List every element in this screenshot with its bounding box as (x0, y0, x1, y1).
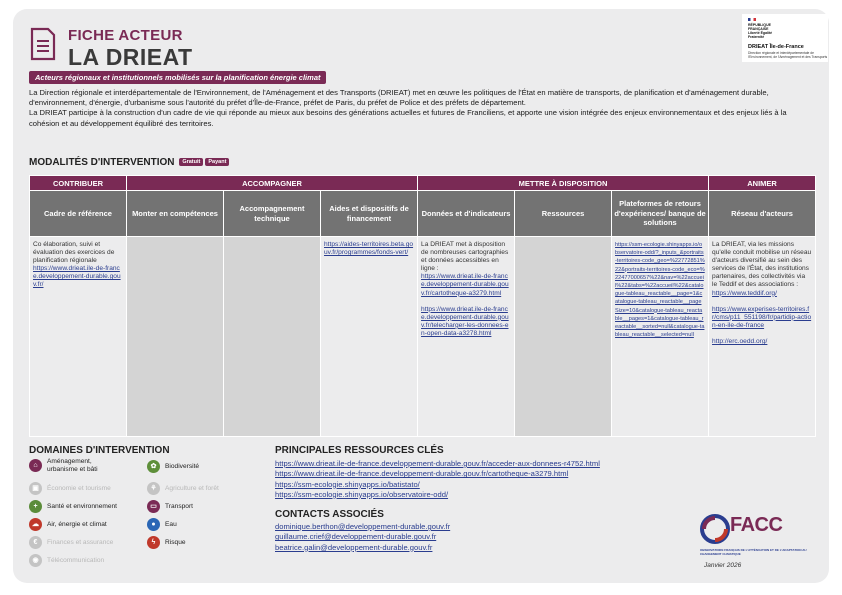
reseau-text: La DRIEAT, via les missions qu'elle conduit mobilise un réseau d'acteurs diversifié au sein des services de l'État, des institutions partenaires, des collectivités via le Teddif et des associations : (712, 241, 812, 289)
reseau-link-erc[interactable]: http://erc.oedd.org/ (712, 337, 768, 345)
domain-eau: ● Eau (147, 518, 177, 531)
col-reseau-acteurs: Réseau d'acteurs (709, 191, 816, 237)
antenna-icon: ◉ (29, 554, 42, 567)
plateformes-link[interactable]: https://ssm-ecologie.shinyapps.io/observatoire-odd/?_inputs_&portraits-territoires-code_geo=%22772851%22&portraits-territoires-code_eco=%22477000657%22&nav=%22accueil%22&tabs=%22accueil%22&catalogue-tableau_reactable__page=1&catalogue-tableau_reactable__pageSize=10&catalogue-tableau_reactable__pages=1&catalogue-tableau_reactable__sorted=null&catalogue-tableau_reactable__selected=null (615, 242, 705, 339)
bus-icon: ▭ (147, 500, 160, 513)
domain-sante: + Santé et environnement (29, 500, 117, 513)
drop-icon: ● (147, 518, 160, 531)
contacts-list (275, 522, 450, 553)
group-accompagner: ACCOMPAGNER (127, 176, 418, 191)
publication-date: Janvier 2026 (704, 562, 742, 569)
cell-accompagnement-technique (224, 237, 321, 437)
domain-risque: ϟ Risque (147, 536, 186, 549)
col-aides-financement: Aides et dispositifs de financement (321, 191, 418, 237)
euro-icon: € (29, 536, 42, 549)
prefecture-logo (742, 14, 828, 62)
house-icon: ⌂ (29, 459, 42, 472)
cell-monter-competences (127, 237, 224, 437)
tag-gratuit: Gratuit (179, 158, 203, 166)
col-plateformes: Plateformes de retours d'expériences/ banque de solutions (612, 191, 709, 237)
col-accompagnement-technique: Accompagnement technique (224, 191, 321, 237)
domain-amenagement: ⌂ Aménagement, urbanisme et bâti (29, 458, 117, 473)
cloud-icon: ☁ (29, 518, 42, 531)
contact-email-berthon[interactable]: dominique.berthon@developpement-durable.gouv.fr (275, 522, 451, 531)
ofacc-globe-icon (700, 514, 730, 544)
cell-reseau-acteurs (709, 237, 816, 437)
col-cadre-reference: Cadre de référence (30, 191, 127, 237)
contacts-title: CONTACTS ASSOCIÉS (275, 509, 384, 520)
ofacc-wordmark: FACC (730, 514, 783, 536)
col-ressources: Ressources (515, 191, 612, 237)
ressource-link-batistato[interactable]: https://ssm-ecologie.shinyapps.io/batistato/ (275, 479, 420, 489)
tag-payant: Payant (205, 158, 229, 166)
col-donnees-indicateurs: Données et d'indicateurs (418, 191, 515, 237)
cell-cadre-reference (30, 237, 127, 437)
domain-air-energie-climat: ☁ Air, énergie et climat (29, 518, 107, 531)
cell-ressources (515, 237, 612, 437)
ressources-title: PRINCIPALES RESSOURCES CLÉS (275, 445, 444, 456)
republique-label: RÉPUBLIQUE FRANÇAISE Liberté Égalité Fraternité (748, 23, 773, 39)
intro-text (29, 88, 789, 129)
cadre-text: Co élaboration, suivi et évaluation des exercices de planification régionale (33, 241, 115, 265)
aides-link[interactable]: https://aides-territoires.beta.gouv.fr/programmes/fonds-vert/ (324, 241, 414, 257)
intro-paragraph-1: La Direction régionale et interdépartementale de l'Environnement, de l'Aménagement et des Transports (DRIEAT) met en œuvre les politiques de l'État en matière de transports, de planification et d'aménagement durable, d'environnement, d'énergie, d'urbanisme sous l'autorité du préfet d'Île-de-France, préfet de Paris, du préfet de Police et des préfets de département. (29, 88, 769, 108)
domain-finances: € Finances et assurance (29, 536, 113, 549)
cadre-link[interactable]: https://www.drieat.ile-de-france.developpement-durable.gouv.fr/ (33, 265, 121, 289)
contact-email-galin[interactable]: beatrice.galin@developpement-durable.gouv.fr (275, 542, 433, 552)
briefcase-icon: ▣ (29, 482, 42, 495)
ressource-link-donnees[interactable]: https://www.drieat.ile-de-france.developpement-durable.gouv.fr/acceder-aux-donnees-r4752.html (275, 459, 600, 468)
bolt-icon: ϟ (147, 536, 160, 549)
modalites-table (29, 175, 816, 437)
domain-economie: ▣ Économie et tourisme (29, 482, 111, 495)
marianne-flag-icon (748, 18, 756, 21)
domain-telecommunication: ◉ Télécommunication (29, 554, 104, 567)
ressource-link-observatoire[interactable]: https://ssm-ecologie.shinyapps.io/observatoire-odd/ (275, 489, 449, 499)
domain-agriculture: ⚘ Agriculture et forêt (147, 482, 219, 495)
cell-plateformes (612, 237, 709, 437)
donnees-link-cartotheque[interactable]: https://www.drieat.ile-de-france.developpement-durable.gouv.fr/cartotheque-a3279.html (421, 273, 509, 297)
intro-paragraph-2: La DRIEAT participe à la construction d'un cadre de vie qui réponde au mieux aux besoins des générations actuelles et futures de Franciliens, et apporte une vision intégrée des enjeux environnementaux et des enjeux liés à la cohésion et au développement équilibré des territoires. (29, 108, 787, 128)
domain-transport: ▭ Transport (147, 500, 193, 513)
col-monter-competences: Monter en compétences (127, 191, 224, 237)
prefecture-sub-label: Direction régionale et interdépartementale de l'Environnement, de l'Aménagement et des Transports (748, 51, 828, 59)
ressources-list (275, 459, 600, 500)
modalites-title: MODALITÉS D'INTERVENTION (29, 157, 175, 168)
donnees-link-opendata[interactable]: https://www.drieat.ile-de-france.developpement-durable.gouv.fr/telecharger-les-donnees-en-open-data-a3278.html (421, 305, 509, 337)
group-contribuer: CONTRIBUER (30, 176, 127, 191)
group-mettre-a-disposition: METTRE À DISPOSITION (418, 176, 709, 191)
document-icon (30, 27, 56, 61)
reseau-link-partidip[interactable]: https://www.experises-territoires.fr/cms/p11_551198/fr/partidip-action-en-ile-de-france (712, 305, 812, 329)
ressource-link-cartotheque[interactable]: https://www.drieat.ile-de-france.developpement-durable.gouv.fr/cartotheque-a3279.html (275, 469, 569, 479)
prefecture-label: DRIEAT Île-de-France (748, 44, 804, 50)
group-animer: ANIMER (709, 176, 816, 191)
domain-biodiversite: ✿ Biodiversité (147, 460, 199, 473)
reseau-link-teddif[interactable]: https://www.teddif.org/ (712, 289, 777, 297)
donnees-text: La DRIEAT met à disposition de nombreuses cartographies et données accessibles en ligne : (421, 241, 509, 273)
ofacc-logo (700, 514, 812, 558)
cell-aides-financement (321, 237, 418, 437)
page-subtitle: Acteurs régionaux et institutionnels mobilisés sur la planification énergie climat (29, 71, 326, 84)
leaf-icon: ✿ (147, 460, 160, 473)
page-kicker: FICHE ACTEUR (68, 27, 183, 44)
cell-donnees-indicateurs (418, 237, 515, 437)
modalites-section (29, 157, 229, 168)
contact-email-crief[interactable]: guillaume.crief@developpement-durable.gouv.fr (275, 532, 437, 542)
domaines-title: DOMAINES D'INTERVENTION (29, 445, 170, 456)
page-title: LA DRIEAT (68, 44, 193, 70)
ofacc-subtitle: OBSERVATOIRE FRANÇAIS DE L'ATTÉNUATION ET DE L'ADAPTATION AU CHANGEMENT CLIMATIQUE (700, 548, 807, 556)
tractor-icon: ⚘ (147, 482, 160, 495)
health-icon: + (29, 500, 42, 513)
